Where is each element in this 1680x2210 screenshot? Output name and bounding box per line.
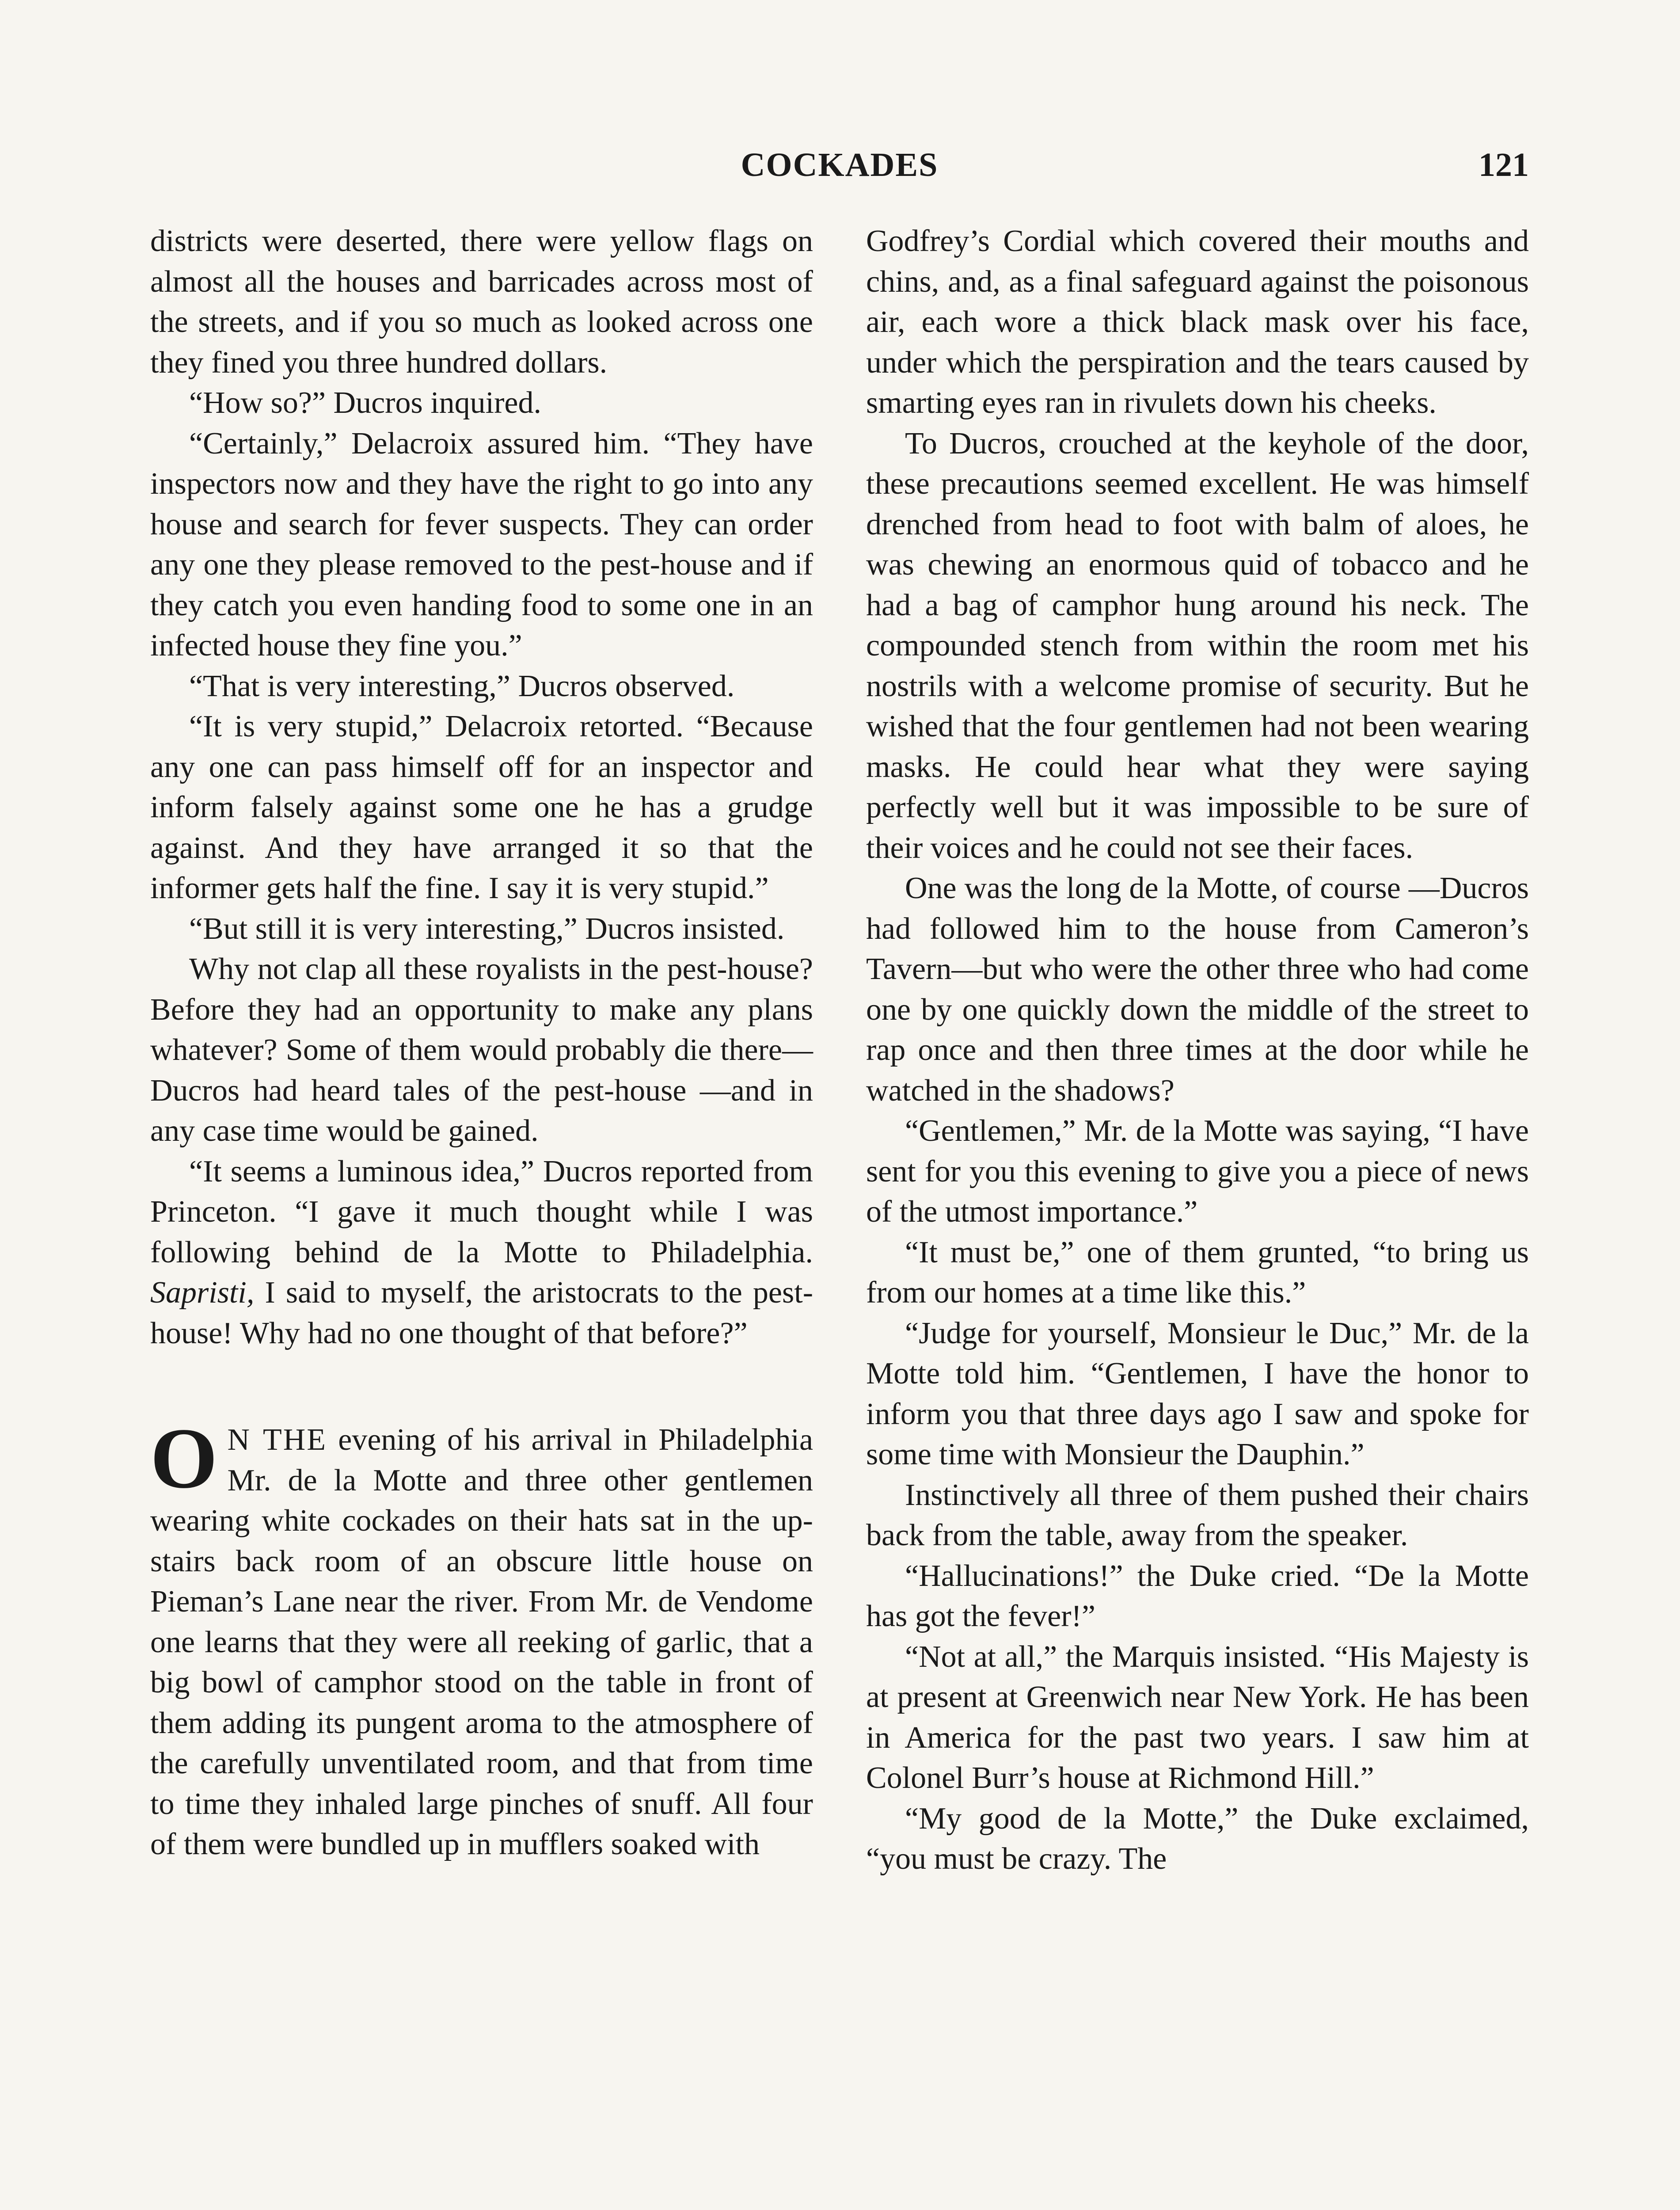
section-start-paragraph [150, 1410, 813, 1865]
paragraph: “Certainly,” Delacroix assured him. “They have inspectors now and they have the right to go into any house and search for fever suspects. They can order any one they please removed to the pest-house and if they catch you even handing food to some one in an infected house they fine you.” [150, 426, 813, 663]
paragraph: “How so?” Ducros inquired. [189, 386, 542, 420]
paragraph: To Ducros, crouched at the keyhole of the door, these precautions seemed excellent. He was himself drenched from head to foot with balm of aloes, he was chewing an enormous quid of tobacco and he had a bag of camphor hung around his neck. The compounded stench from within the room met his nostrils with a welcome promise of security. But he wished that the four gentlemen had not been wearing masks. He could hear what they were saying perfectly well but it was impossible to be sure of their voices and he could not see their faces. [866, 426, 1529, 865]
paragraph: “Judge for yourself, Monsieur le Duc,” Mr. de la Motte told him. “Gentlemen, I have the honor to inform you that three days ago I saw and spoke for some time with Monsieur the Dauphin.” [866, 1316, 1529, 1471]
left-column [150, 221, 813, 1879]
paragraph: “Not at all,” the Marquis insisted. “His Majesty is at present at Greenwich near New York. He has been in America for the past two years. I saw him at Colonel Burr’s house at Richmond Hill.” [866, 1639, 1529, 1795]
small-caps-lead: N THE [227, 1423, 327, 1457]
drop-cap: O [150, 1410, 218, 1506]
paragraph-text: “It seems a luminous idea,” Ducros reported from Princeton. “I gave it much thought while I was following behind de la Motte to Philadelphia. [150, 1154, 813, 1269]
paragraph: “Hallucinations!” the Duke cried. “De la Motte has got the fever!” [866, 1558, 1529, 1633]
paragraph: “Gentlemen,” Mr. de la Motte was saying, “I have sent for you this evening to give you a piece of news of the utmost importance.” [866, 1114, 1529, 1229]
paragraph: “But still it is very interesting,” Ducros insisted. [189, 911, 785, 946]
paragraph: districts were deserted, there were yellow flags on almost all the houses and barricades across most of the streets, and if you so much as looked across one they fined you three hundred dollars. [150, 224, 813, 380]
paragraph: “That is very interesting,” Ducros observed. [189, 669, 735, 703]
book-page [150, 146, 1529, 2210]
paragraph: One was the long de la Motte, of course —Ducros had followed him to the house from Cameron’s Tavern—but who were the other three who had come one by one quickly down the middle of the street to rap once and then three times at the door while he watched in the shadows? [866, 871, 1529, 1108]
right-column [866, 221, 1529, 1879]
italic-word: Sapristi, [150, 1276, 255, 1310]
paragraph-text: I said to myself, the aristocrats to the pest-house! Why had no one thought of that before?” [150, 1276, 813, 1350]
page-number: 121 [1479, 146, 1529, 183]
running-head [150, 146, 1529, 194]
paragraph: Why not clap all these royalists in the pest-house? Before they had an opportunity to make any plans whatever? Some of them would probably die there—Ducros had heard tales of the pest-house —and in any case time would be gained. [150, 952, 813, 1148]
paragraph: Godfrey’s Cordial which covered their mouths and chins, and, as a final safeguard against the poisonous air, each wore a thick black mask over his face, under which the perspiration and the tears caused by smarting eyes ran in rivulets down his cheeks. [866, 224, 1529, 420]
running-title: COCKADES [741, 146, 939, 183]
paragraph: Instinctively all three of them pushed their chairs back from the table, away from the speaker. [866, 1478, 1529, 1552]
paragraph [150, 1151, 813, 1354]
paragraph: “It must be,” one of them grunted, “to bring us from our homes at a time like this.” [866, 1235, 1529, 1310]
paragraph: “My good de la Motte,” the Duke exclaimed, “you must be crazy. The [866, 1801, 1529, 1876]
paragraph-text: evening of his arrival in Philadelphia Mr. de la Motte and three other gentlemen wearing white cockades on their hats sat in the up-stairs back room of an obscure little house on Pieman’s Lane near the river. From Mr. de Vendome one learns that they were all reeking of garlic, that a big bowl of camphor stood on the table in front of them adding its pungent aroma to the atmosphere of the carefully unventilated room, and that from time to time they inhaled large pinches of snuff. All four of them were bundled up in mufflers soaked with [150, 1423, 813, 1861]
text-columns [150, 221, 1529, 1879]
paragraph: “It is very stupid,” Delacroix retorted. “Because any one can pass himself off for an inspector and inform falsely against some one he has a grudge against. And they have arranged it so that the informer gets half the fine. I say it is very stupid.” [150, 709, 813, 905]
